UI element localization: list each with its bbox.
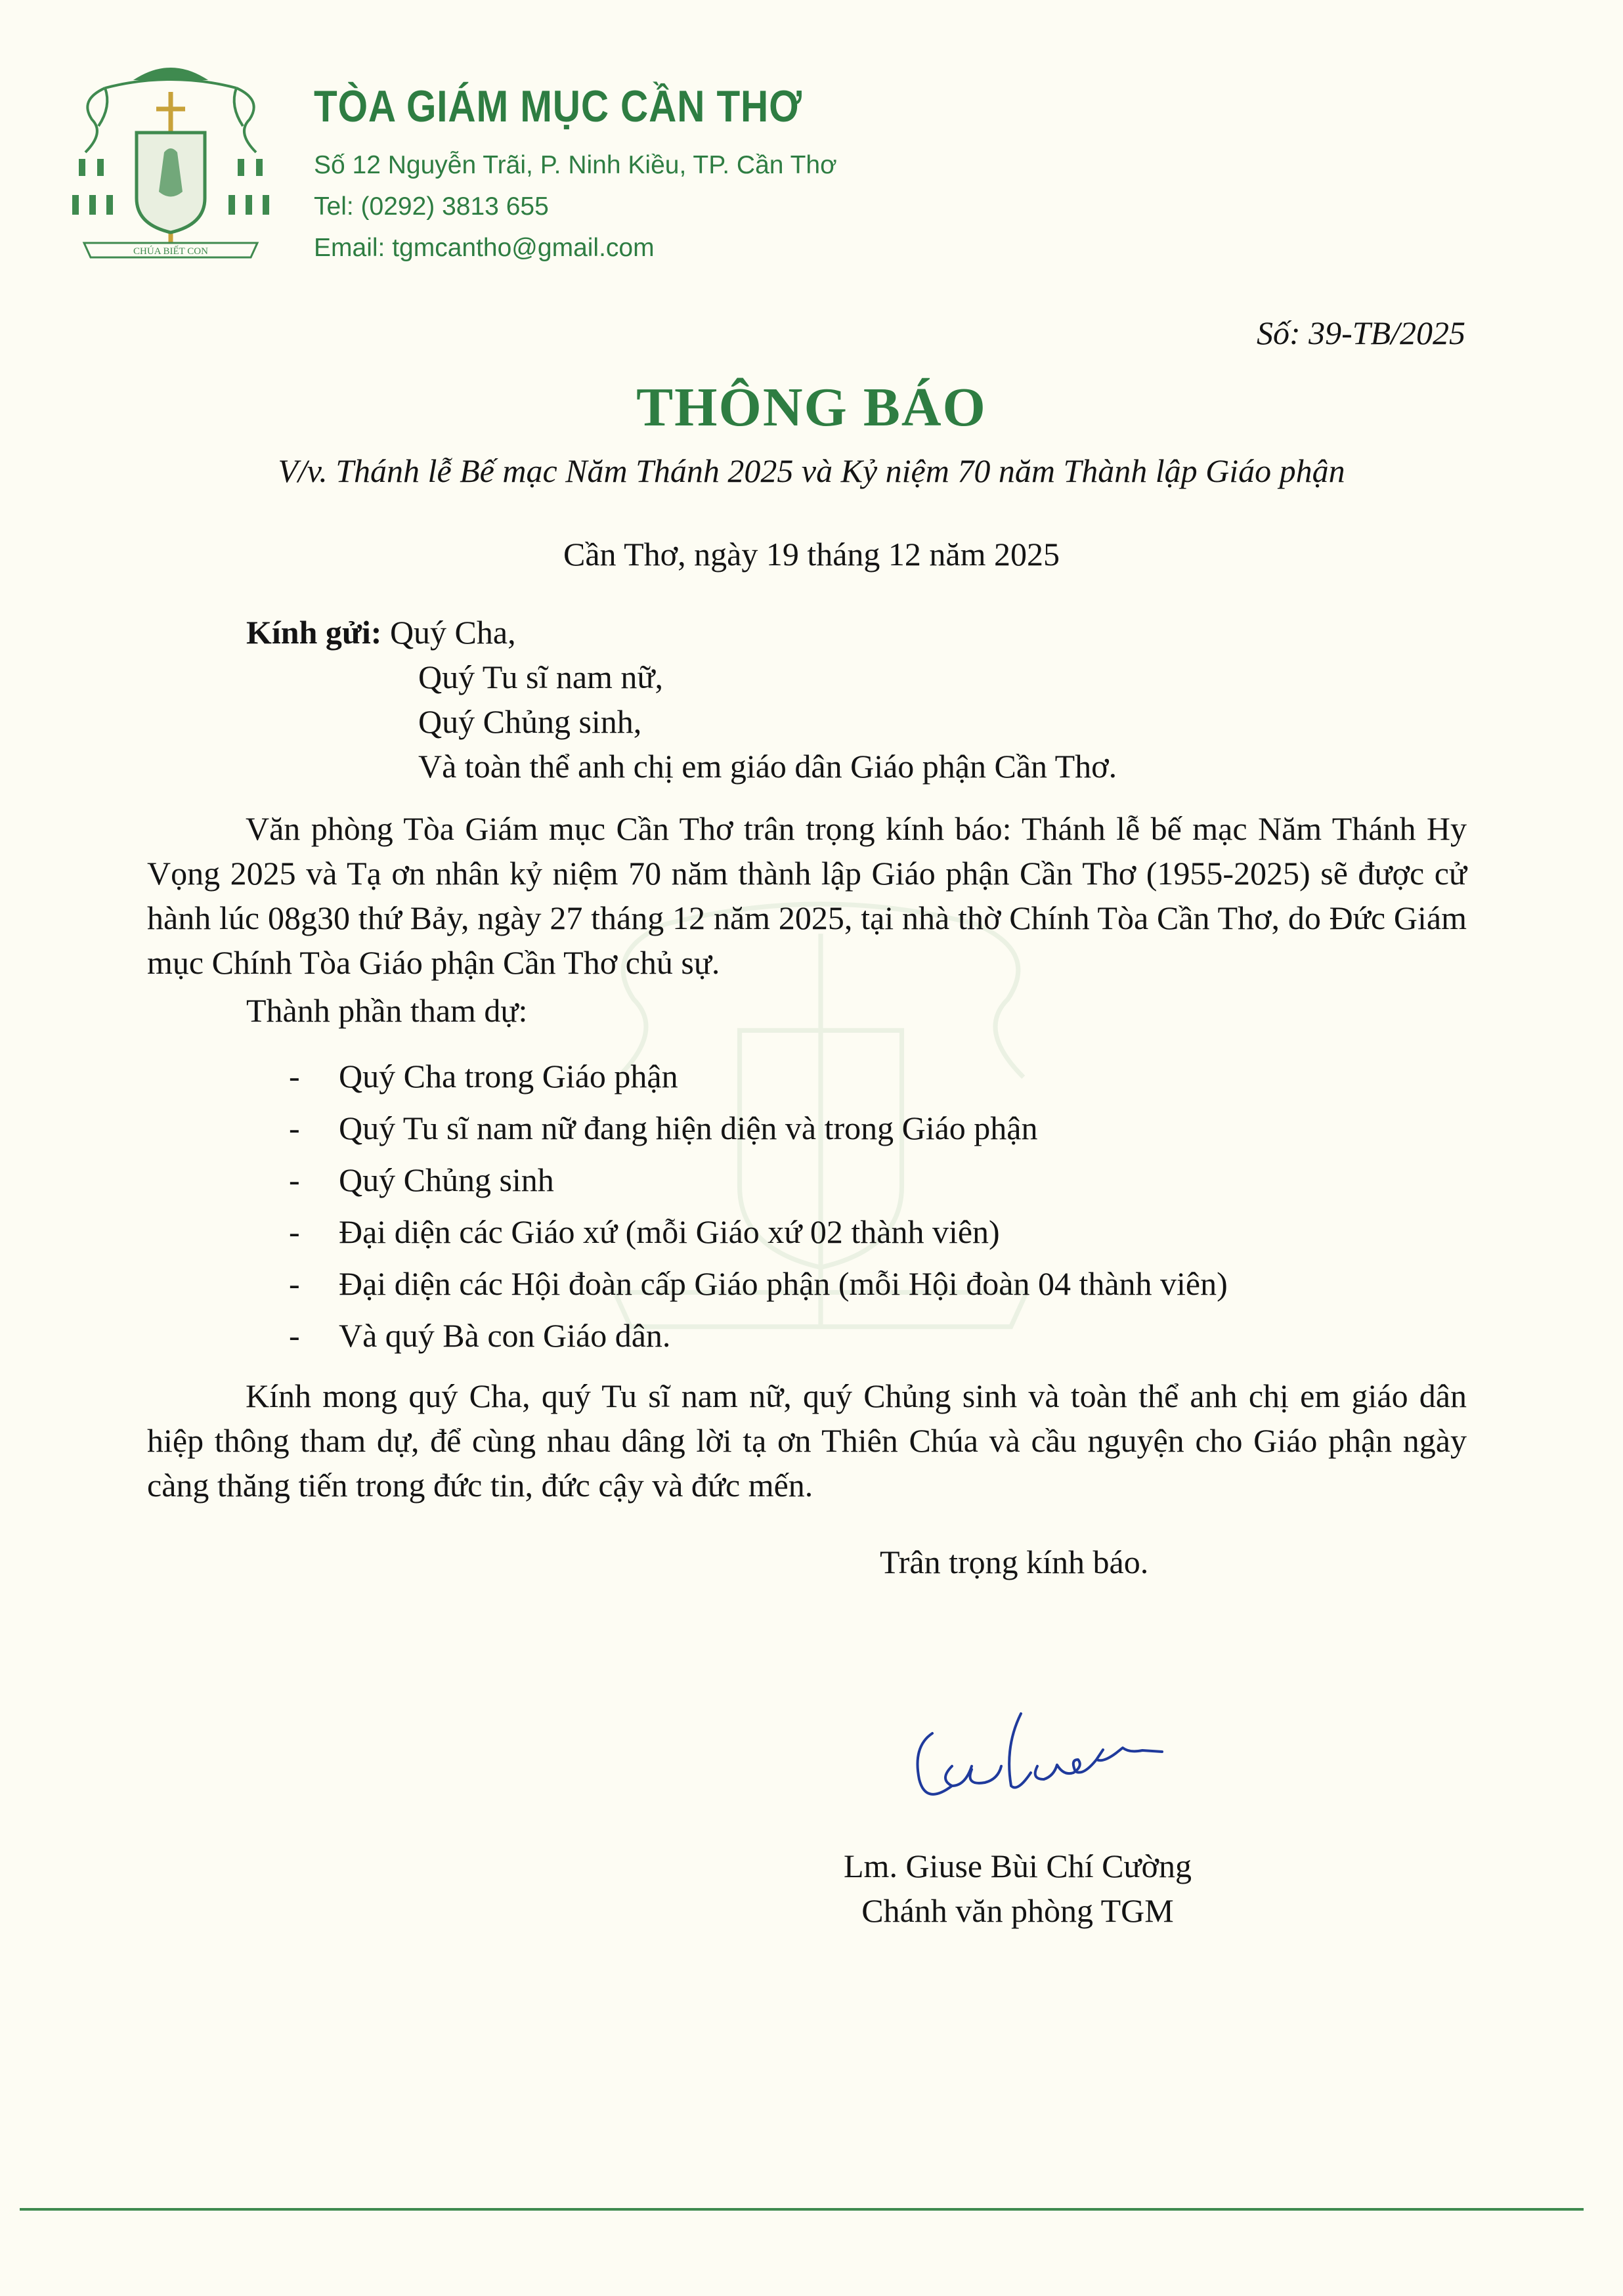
list-item	[289, 1310, 1228, 1362]
footer-divider	[20, 2208, 1584, 2211]
coat-of-arms-icon	[66, 60, 276, 277]
document-title: THÔNG BÁO	[636, 377, 987, 438]
organization-name: TÒA GIÁM MỤC CẦN THƠ	[314, 81, 802, 131]
list-item-text: Quý Chủng sinh	[339, 1161, 554, 1198]
phone-text: Tel: (0292) 3813 655	[314, 192, 549, 221]
list-item-text: Và quý Bà con Giáo dân.	[339, 1317, 671, 1354]
list-item-text: Quý Cha trong Giáo phận	[339, 1058, 678, 1094]
letterhead	[314, 81, 882, 269]
list-item-text: Đại diện các Hội đoàn cấp Giáo phận (mỗi Hội đoàn 04 thành viên)	[339, 1265, 1228, 1302]
request-text: Kính mong quý Cha, quý Tu sĩ nam nữ, quý Chủng sinh và toàn thể anh chị em giáo dân hiệp thông tham dự, để cùng nhau dâng lời tạ ơn Thiên Chúa và cầu nguyện cho Giáo phận ngày càng thăng tiến trong đức tin, đức cậy và đức mến.	[147, 1377, 1467, 1504]
announcement-text: Văn phòng Tòa Giám mục Cần Thơ trân trọng kính báo: Thánh lễ bế mạc Năm Thánh Hy Vọng 2025 và Tạ ơn nhân kỷ niệm 70 năm thành lập Giáo phận Cần Thơ (1955-2025) sẽ được cử hành lúc 08g30 thứ Bảy, ngày 27 tháng 12 năm 2025, tại nhà thờ Chính Tòa Cần Thơ, do Đức Giám mục Chính Tòa Giáo phận Cần Thơ chủ sự.	[147, 810, 1467, 981]
list-item	[289, 1051, 1228, 1102]
recipients-block	[246, 610, 1117, 789]
recipient-line: Quý Tu sĩ nam nữ,	[418, 659, 664, 695]
signer-block	[788, 1844, 1247, 1933]
list-item	[289, 1154, 1228, 1206]
list-marker: -	[289, 1213, 300, 1250]
contact-info	[314, 144, 882, 269]
recipient-line: Và toàn thể anh chị em giáo dân Giáo phận Cần Thơ.	[418, 748, 1117, 785]
address-text: Số 12 Nguyễn Trãi, P. Ninh Kiều, TP. Cần Thơ	[314, 151, 837, 179]
attendees-label: Thành phần tham dự:	[246, 992, 528, 1029]
announcement-paragraph	[147, 806, 1467, 985]
closing-text: Trân trọng kính báo.	[880, 1544, 1149, 1580]
svg-text:CHÚA BIẾT CON: CHÚA BIẾT CON	[133, 246, 208, 257]
list-item-text: Quý Tu sĩ nam nữ đang hiện diện và trong Giáo phận	[339, 1110, 1038, 1146]
recipients-label: Kính gửi:	[246, 614, 382, 651]
request-paragraph	[147, 1374, 1467, 1507]
signer-title: Chánh văn phòng TGM	[861, 1892, 1174, 1929]
recipient-line: Quý Cha,	[389, 614, 516, 651]
document-subject: V/v. Thánh lễ Bế mạc Năm Thánh 2025 và Kỷ niệm 70 năm Thành lập Giáo phận	[278, 452, 1345, 489]
attendees-list	[289, 1051, 1228, 1362]
place-and-date: Cần Thơ, ngày 19 tháng 12 năm 2025	[563, 536, 1060, 573]
recipient-line: Quý Chủng sinh,	[418, 703, 642, 740]
list-item	[289, 1258, 1228, 1310]
list-marker: -	[289, 1265, 300, 1302]
list-marker: -	[289, 1317, 300, 1354]
list-item-text: Đại diện các Giáo xứ (mỗi Giáo xứ 02 thành viên)	[339, 1213, 1000, 1250]
signer-name: Lm. Giuse Bùi Chí Cường	[844, 1848, 1192, 1884]
signature-icon	[906, 1687, 1247, 1819]
list-marker: -	[289, 1058, 300, 1094]
list-item	[289, 1102, 1228, 1154]
list-marker: -	[289, 1110, 300, 1146]
list-item	[289, 1206, 1228, 1258]
document-number: Số: 39-TB/2025	[1256, 314, 1465, 351]
email-text: Email: tgmcantho@gmail.com	[314, 234, 655, 262]
list-marker: -	[289, 1161, 300, 1198]
